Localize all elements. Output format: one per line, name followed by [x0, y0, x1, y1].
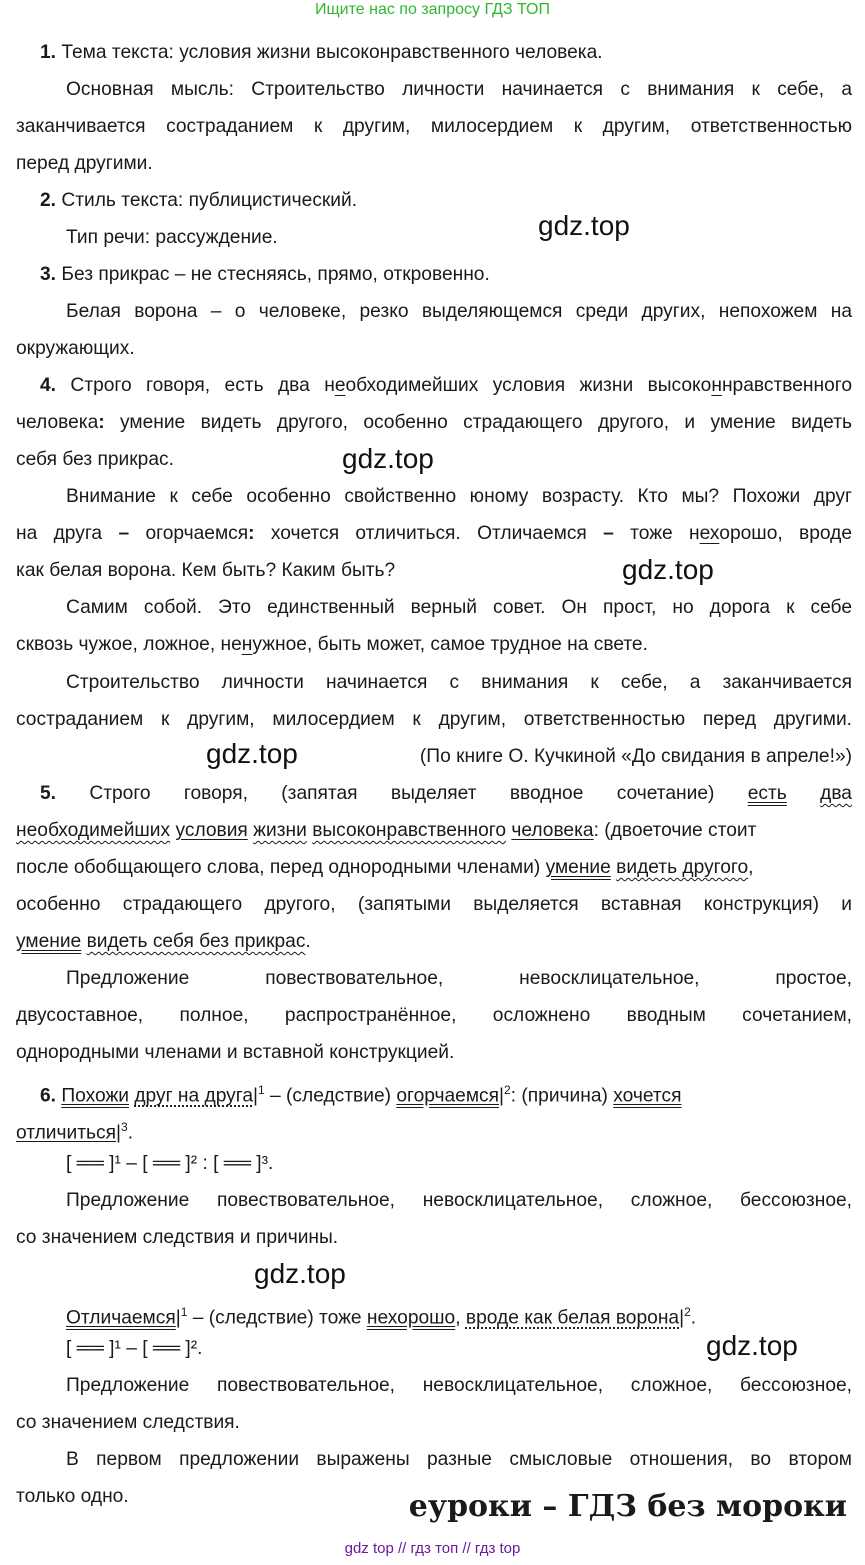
answer-4-line-3: себя без прикрас. [16, 449, 174, 470]
t: на друга [16, 523, 119, 544]
t: сквозь чужое, ложное, не [16, 634, 242, 655]
t: 2 [684, 1305, 691, 1319]
answer-6-line-5: со значением следствия и причины. [16, 1227, 339, 1248]
answer-5-line-2 [16, 818, 854, 844]
t: умение [16, 931, 82, 952]
t: Отличаемся [66, 1307, 176, 1329]
answer-5-line-8: однородными членами и вставной конструкцией. [16, 1042, 455, 1063]
answer-text: Стиль текста: публицистический. [61, 190, 358, 211]
answer-6-line-2: $отличиться|^3$. [16, 1120, 134, 1144]
answer-5-line-4: особенно страдающего другого, (запятыми выделяется вставная конструкция) и [16, 894, 852, 915]
answer-4-line-6: как белая ворона. Кем быть? Каким быть? [16, 560, 396, 581]
answer-6-line-1: 6. Похожи друг на $друга|^1$ – (следствие) $огорчаемся|^2$: (причина) хочется [40, 1083, 682, 1107]
answer-6-scheme-2: [ ══ ]¹ – [ ══ ]². [66, 1338, 203, 1359]
t: видеть себя без прикрас [86, 931, 306, 952]
watermark: gdz.top [622, 554, 714, 585]
watermark: gdz.top [538, 210, 630, 241]
t: н [241, 634, 253, 655]
answer-4-line-5 [16, 521, 852, 547]
t: вроде как белая ворона [465, 1307, 680, 1329]
t: . [305, 931, 311, 952]
t: , [748, 857, 754, 878]
answer-5-line-3 [16, 855, 852, 881]
t: умение видеть другого, особенно страдающего другого, и умение видеть [104, 412, 852, 433]
t: орошо, вроде [719, 523, 853, 544]
t: 3 [121, 1120, 128, 1134]
answer-6-line-10: В первом предложении выражены разные смысловые отношения, во втором [66, 1449, 852, 1470]
t: два [820, 783, 852, 804]
answer-5-line-7: двусоставное, полное, распространённое, осложнено вводным сочетанием, [16, 1005, 852, 1026]
watermark: gdz.top [254, 1258, 346, 1289]
answer-6-scheme-1: [ ══ ]¹ – [ ══ ]² : [ ══ ]³. [66, 1153, 274, 1174]
answer-text: Тема текста: условия жизни высоконравственного человека. [61, 42, 603, 63]
answer-4-line-9: Строительство личности начинается с внимания к себе, а заканчивается [66, 672, 852, 693]
answer-number: 2. [40, 190, 57, 211]
t: – [118, 523, 130, 544]
answer-5-line-1 [40, 781, 852, 807]
t: умение [545, 857, 611, 878]
answer-number: 4. [40, 375, 57, 396]
answer-4-line-8 [16, 632, 852, 658]
t: , [455, 1307, 466, 1329]
answer-1-idea-cont: заканчивается состраданием к другим, милосердием к другим, ответственностью [16, 116, 852, 137]
t: – (следствие) [264, 1085, 397, 1107]
t: друг на друга [134, 1085, 254, 1107]
t: видеть другого [616, 857, 749, 878]
t: тоже н [613, 523, 700, 544]
answer-number: 3. [40, 264, 57, 285]
answer-6-line-4: Предложение повествовательное, невосклицательное, сложное, бессоюзное, [66, 1190, 852, 1211]
answer-5-line-6: Предложение повествовательное, невосклицательное, простое, [66, 968, 852, 989]
answer-3-white-crow-end: окружающих. [16, 338, 135, 359]
answer-2-speech-type: Тип речи: рассуждение. [66, 227, 278, 248]
answer-1-idea: Основная мысль: Строительство личности начинается с внимания к себе, а [66, 79, 852, 100]
t: Похожи [61, 1085, 129, 1107]
t: огорчаемся [396, 1085, 500, 1107]
t: отличиться [16, 1122, 117, 1144]
watermark: gdz.top [206, 738, 298, 769]
answer-4-line-7: Самим собой. Это единственный верный совет. Он прост, но дорога к себе [66, 597, 852, 618]
t: 2 [504, 1083, 511, 1097]
answer-1-idea-end: перед другими. [16, 153, 153, 174]
t: е [334, 375, 346, 396]
answer-4-line-4: Внимание к себе особенно свойственно юному возрасту. Кто мы? Похожи друг [66, 486, 852, 507]
t: жизни [253, 820, 307, 841]
answer-6-line-6: $Отличаемся|^1$ – (следствие) тоже нехорошо, вроде как белая $ворона|^2$. [66, 1305, 697, 1329]
t: хочется [613, 1085, 682, 1107]
t: нравственного [721, 375, 852, 396]
t: Строго говоря, есть два н [70, 375, 335, 396]
watermark: gdz.top [342, 443, 434, 474]
t: нехорошо [366, 1307, 456, 1329]
watermark: gdz.top [706, 1330, 798, 1361]
t: высоконравственного [312, 820, 506, 841]
footer-links[interactable]: gdz top // гдз топ // гдз top [344, 1540, 521, 1557]
answer-number: 5. [40, 783, 57, 804]
answer-3-phrase [40, 262, 865, 288]
t: ех [699, 523, 720, 544]
footer-brand[interactable]: еуроки – ГДЗ без мороки [408, 1489, 847, 1524]
answer-3-white-crow: Белая ворона – о человеке, резко выделяющемся среди других, непохожем на [66, 301, 852, 322]
t: Строго говоря, (запятая выделяет вводное сочетание) [89, 783, 715, 804]
t: н [711, 375, 722, 396]
answer-4-source: (По книге О. Кучкиной «До свидания в апреле!») [419, 746, 852, 767]
answer-2-style [40, 188, 865, 214]
t: необходимейших [16, 820, 171, 841]
t: огорчаемся [129, 523, 249, 544]
t: условия [175, 820, 248, 841]
t: человека [16, 412, 99, 433]
t: : (двоеточие стоит [593, 820, 757, 841]
t: 1 [258, 1083, 265, 1097]
answer-4-line-2 [16, 410, 852, 436]
answer-4-line-1 [40, 373, 852, 399]
t: обходимейших условия жизни высоко [345, 375, 712, 396]
answer-4-line-10: состраданием к другим, милосердием к другим, ответственностью перед другими. [16, 709, 852, 730]
t: – (следствие) тоже [187, 1307, 367, 1329]
top-banner[interactable]: Ищите нас по запросу ГДЗ ТОП [315, 1, 550, 18]
t: после обобщающего слова, перед однородными членами) [16, 857, 541, 878]
t: : [98, 412, 105, 433]
answer-6-line-8: Предложение повествовательное, невосклицательное, сложное, бессоюзное, [66, 1375, 852, 1396]
t: 1 [180, 1305, 188, 1319]
answer-6-line-9: со значением следствия. [16, 1412, 240, 1433]
answer-number: 1. [40, 42, 57, 63]
answer-1-theme [40, 40, 826, 66]
t: ужное, быть может, самое трудное на свете. [252, 634, 648, 655]
t: – [603, 523, 614, 544]
t: человека [511, 820, 594, 841]
answer-text: Без прикрас – не стесняясь, прямо, откровенно. [61, 264, 490, 285]
t: хочется отличиться. Отличаемся [254, 523, 604, 544]
answer-6-line-11: только одно. [16, 1486, 129, 1507]
t: есть [747, 783, 787, 804]
answer-number: 6. [40, 1085, 57, 1107]
t: : [248, 523, 255, 544]
t: : (причина) [510, 1085, 614, 1107]
answer-5-line-5 [16, 929, 852, 955]
